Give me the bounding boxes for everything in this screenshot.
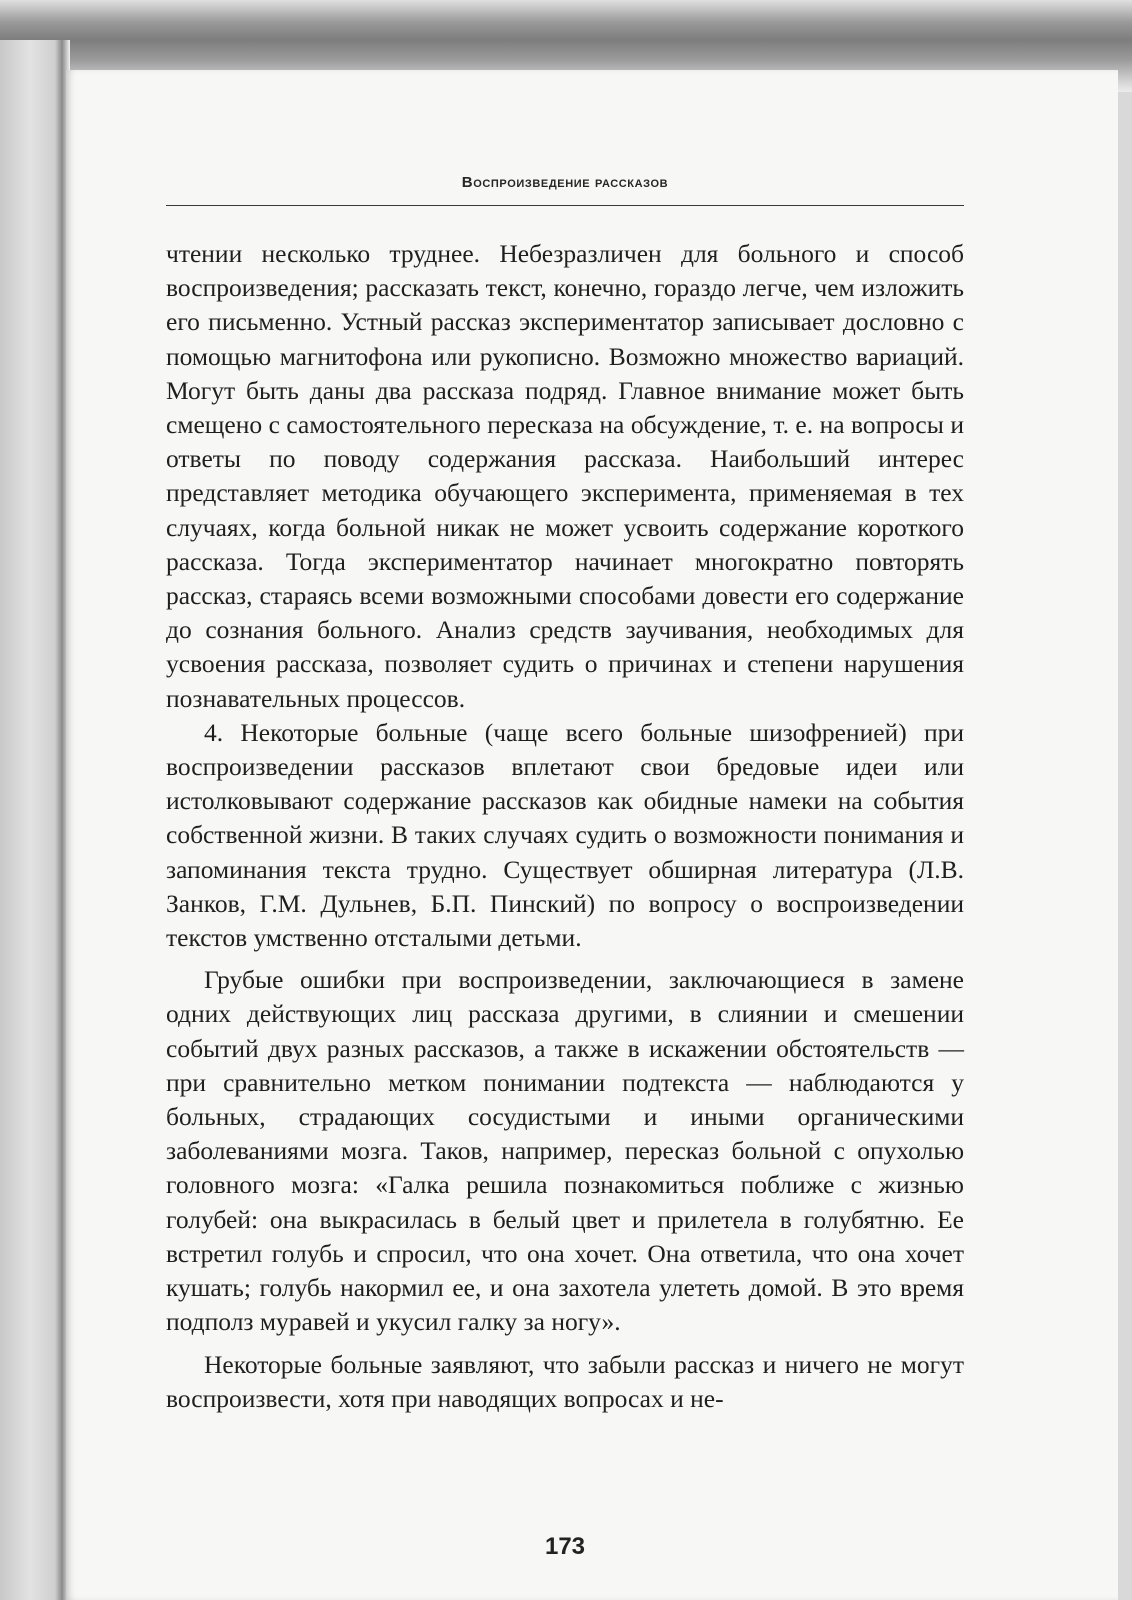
scan-binding-edge: [0, 40, 70, 1600]
page-number: 173: [544, 1533, 586, 1560]
header-rule: [166, 205, 964, 206]
paragraph-continuation: чтении несколько труднее. Небезразличен для больного и способ воспроизведения; рассказать текст, конечно, гораздо легче, чем изложить его письменно. Устный рассказ экспериментатор записывает дословно с помощью магнитофона или рукописно. Возможно множество вариаций. Могут быть даны два рассказа подряд. Главное внимание может быть смещено с самостоятельного пересказа на обсуждение, т. е. на вопросы и ответы по поводу содержания рассказа. Наибольший интерес представляет методика обучающего эксперимента, применяемая в тех случаях, когда больной никак не может усвоить содержание короткого рассказа. Тогда экспериментатор начинает многократно повторять рассказ, стараясь всеми возможными способами довести его содержание до сознания больного. Анализ средств заучивания, необходимых для усвоения рассказа, позволяет судить о причинах и степени нарушения познавательных процессов.: [166, 239, 964, 713]
paragraph-gross-errors: Грубые ошибки при воспроизведении, заключающиеся в замене одних действующих лиц рассказа другими, в слиянии и смешении событий двух разных рассказов, а также в искажении обстоятельств — при сравнительно метком понимании подтекста — наблюдаются у больных, страдающих сосудистыми и иными органическими заболеваниями мозга. Таков, например, пересказ больной с опухолью головного мозга: «Галка решила познакомиться поближе с жизнью голубей: она выкрасилась в белый цвет и прилетела в голубятню. Ее встретил голубь и спросил, что она хочет. Она ответила, что она хочет кушать; голубь накормил ее, и она захотела улететь домой. В это время подполз муравей и укусил галку за ногу».: [166, 965, 964, 1337]
paragraph-forgotten-story: Некоторые больные заявляют, что забыли рассказ и ничего не могут воспроизвести, хотя при наводящих вопросах и не-: [166, 1349, 964, 1413]
paragraph-item-4: 4. Некоторые больные (чаще всего больные шизофренией) при воспроизведении рассказов вплетают свои бредовые идеи или истолковывают содержание рассказов как обидные намеки на события собственной жизни. В таких случаях судить о возможности понимания и запоминания текста трудно. Существует обширная литература (Л.В. Занков, Г.М. Дульнев, Б.П. Пинский) по вопросу о воспроизведении текстов умственно отсталыми детьми.: [166, 717, 964, 953]
running-title: Воспроизведение рассказов: [461, 174, 669, 191]
body-text: [166, 237, 964, 1416]
book-page: [66, 70, 1118, 1600]
